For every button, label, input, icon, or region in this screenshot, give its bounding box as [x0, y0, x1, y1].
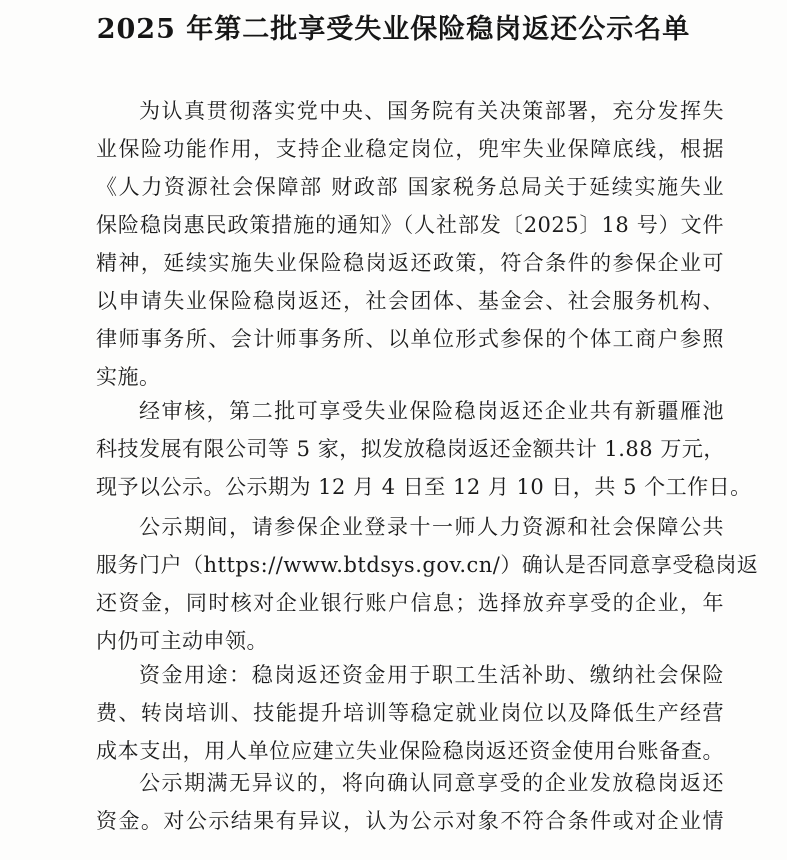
text-line: 《人力资源社会保障部 财政部 国家税务总局关于延续实施失业 — [96, 175, 724, 199]
text-line: 现予以公示。公示期为 12 月 4 日至 12 月 10 日，共 5 个工作日。 — [96, 475, 752, 499]
text-line: 精神，延续实施失业保险稳岗返还政策，符合条件的参保企业可 — [96, 251, 724, 275]
text-line: 保险稳岗惠民政策措施的通知》（人社部发〔2025〕18 号）文件 — [96, 213, 724, 237]
paragraph-policy-basis — [96, 92, 724, 396]
paragraph-objection — [96, 764, 724, 840]
text-line: 科技发展有限公司等 5 家，拟发放稳岗返还金额共计 1.88 万元， — [96, 437, 725, 461]
text-line: 资金用途：稳岗返还资金用于职工生活补助、缴纳社会保险 — [139, 663, 724, 687]
text-line: 为认真贯彻落实党中央、国务院有关决策部署，充分发挥失 — [139, 99, 724, 123]
document-title: 2025 年第二批享受失业保险稳岗返还公示名单 — [96, 14, 691, 45]
text-line: 实施。 — [96, 365, 161, 389]
paragraph-publicity-period — [96, 508, 759, 660]
text-line: 费、转岗培训、技能提升培训等稳定就业岗位以及降低生产经营 — [96, 701, 724, 725]
text-line: 公示期满无异议的，将向确认同意享受的企业发放稳岗返还 — [139, 771, 724, 795]
text-line: 经审核，第二批可享受失业保险稳岗返还企业共有新疆雁池 — [139, 399, 724, 423]
text-line: 服务门户（https://www.btdsys.gov.cn/）确认是否同意享受稳岗返 — [96, 553, 759, 577]
text-line: 以申请失业保险稳岗返还，社会团体、基金会、社会服务机构、 — [96, 289, 724, 313]
text-line: 公示期间，请参保企业登录十一师人力资源和社会保障公共 — [139, 515, 724, 539]
paragraph-review-result — [96, 392, 752, 506]
text-line: 还资金，同时核对企业银行账户信息；选择放弃享受的企业，年 — [96, 591, 724, 615]
text-line: 律师事务所、会计师事务所、以单位形式参保的个体工商户参照 — [96, 327, 724, 351]
text-line: 资金。对公示结果有异议，认为公示对象不符合条件或对企业情 — [96, 809, 724, 833]
text-line: 内仍可主动申领。 — [96, 629, 268, 653]
text-line: 业保险功能作用，支持企业稳定岗位，兜牢失业保障底线，根据 — [96, 137, 724, 161]
text-line: 成本支出，用人单位应建立失业保险稳岗返还资金使用台账备查。 — [96, 739, 724, 763]
paragraph-fund-usage — [96, 656, 724, 770]
